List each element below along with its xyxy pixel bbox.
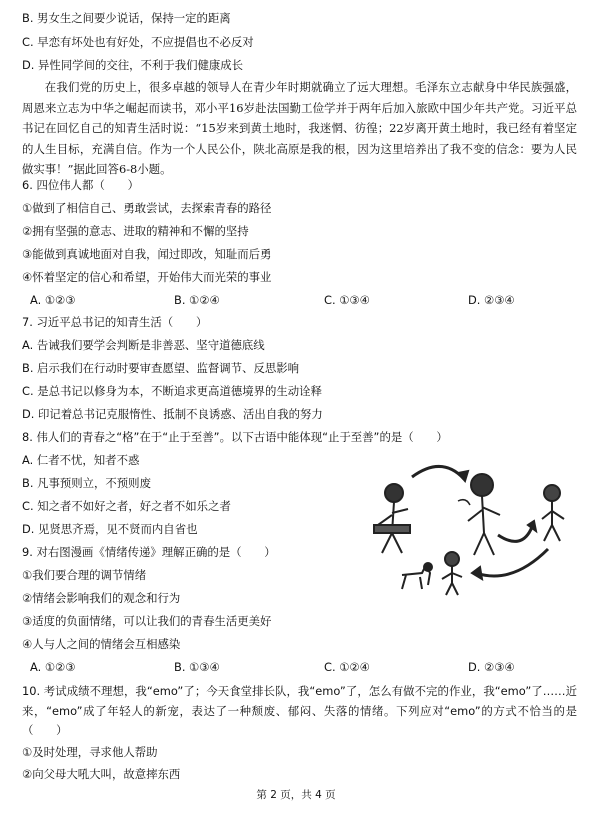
q9-item-4: ④人与人之间的情绪会互相感染 (22, 637, 181, 651)
question-7-stem: 7. 习近平总书记的知青生活（ ） (22, 315, 208, 329)
q6-item-2: ②拥有坚强的意志、进取的精神和不懈的坚持 (22, 224, 249, 238)
q6-option-b[interactable]: B. ①②④ (174, 293, 220, 307)
q9-option-b[interactable]: B. ①③④ (174, 660, 220, 674)
q9-option-c[interactable]: C. ①②④ (324, 660, 370, 674)
q7-option-d[interactable]: D. 印记着总书记克服惰性、抵制不良诱惑、活出自我的努力 (22, 407, 323, 421)
q6-option-d[interactable]: D. ②③④ (468, 293, 515, 307)
q9-item-3: ③适度的负面情绪，可以让我们的青春生活更美好 (22, 614, 272, 628)
q8-option-b[interactable]: B. 凡事预则立，不预则废 (22, 476, 151, 490)
option-c-prev: C. 早恋有坏处也有好处，不应提倡也不必反对 (22, 35, 254, 49)
reading-passage: 在我们党的历史上，很多卓越的领导人在青少年时期就确立了远大理想。毛泽东立志献身中华民族强盛，周恩来立志为中华之崛起而读书，邓小平16岁赴法国勤工俭学并于两年后加入旅欧中国少年共产党。习近平总书记在回忆自己的知青生活时说：“15岁来到黄土地时，我迷惘、彷徨；22岁离开黄土地时，我已经有着坚定的人生目标，充满自信。作为一个人民公仆，陕北高原是我的根，因为这里培养出了我不变的信念：要为人民做实事！”据此回答6-8小题。 (22, 80, 577, 176)
emotion-transfer-cartoon (372, 455, 578, 597)
q10-item-2: ②向父母大吼大叫，故意摔东西 (22, 767, 181, 781)
q6-item-3: ③能做到真诚地面对自我，闻过即改，知耻而后勇 (22, 247, 272, 261)
question-8-stem: 8. 伟人们的青春之“格”在于“止于至善”。以下古语中能体现“止于至善”的是（ ） (22, 430, 448, 444)
q7-option-b[interactable]: B. 启示我们在行动时要审查愿望、监督调节、反思影响 (22, 361, 300, 375)
q8-option-d[interactable]: D. 见贤思齐焉，见不贤而内自省也 (22, 522, 198, 536)
question-10-stem: 10. 考试成绩不理想，我“emo”了；今天食堂排长队，我“emo”了，怎么有做不完的作业，我“emo”了……近来，“emo”成了年轻人的新宠，表达了一种颓废、郁闷、失落的情绪。下列应对“emo”的方式不恰当的是（ ） (22, 684, 577, 737)
q7-option-a[interactable]: A. 告诫我们要学会判断是非善恶、坚守道德底线 (22, 338, 265, 352)
q9-option-d[interactable]: D. ②③④ (468, 660, 515, 674)
option-b-prev: B. 男女生之间要少说话，保持一定的距离 (22, 11, 231, 25)
question-9-stem: 9. 对右图漫画《情绪传递》理解正确的是（ ） (22, 545, 276, 559)
option-d-prev: D. 异性同学间的交往，不利于我们健康成长 (22, 58, 244, 72)
q6-option-c[interactable]: C. ①③④ (324, 293, 370, 307)
q9-item-1: ①我们要合理的调节情绪 (22, 568, 147, 582)
q6-item-1: ①做到了相信自己、勇敢尝试，去探索青春的路径 (22, 201, 272, 215)
q9-item-2: ②情绪会影响我们的观念和行为 (22, 591, 181, 605)
q6-item-4: ④怀着坚定的信心和希望，开始伟大而光荣的事业 (22, 270, 272, 284)
question-6-stem: 6. 四位伟人都（ ） (22, 178, 140, 192)
q9-option-a[interactable]: A. ①②③ (30, 660, 76, 674)
q6-option-a[interactable]: A. ①②③ (30, 293, 76, 307)
q8-option-a[interactable]: A. 仁者不忧，知者不惑 (22, 453, 140, 467)
q10-item-1: ①及时处理，寻求他人帮助 (22, 745, 158, 759)
page-footer: 第 2 页，共 4 页 (256, 789, 336, 801)
q8-option-c[interactable]: C. 知之者不如好之者，好之者不如乐之者 (22, 499, 231, 513)
q7-option-c[interactable]: C. 是总书记以修身为本，不断追求更高道德境界的生动诠释 (22, 384, 322, 398)
